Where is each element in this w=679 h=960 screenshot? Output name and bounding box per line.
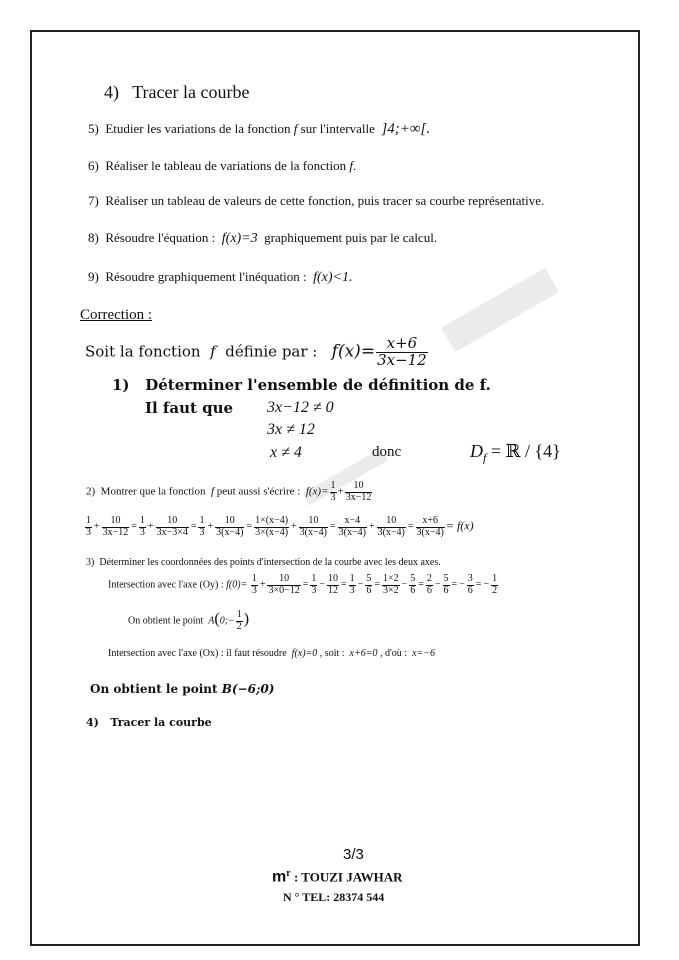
q3-title: 3) Déterminer les coordonnées des points d'intersection de la courbe avec les deux axes. (86, 557, 441, 568)
fraction: $\frac{10}{3\times 0-12}$ (268, 573, 300, 596)
operator: + (207, 521, 214, 533)
q3-point-a: On obtient le point A(0;− $\frac{1}{2}$ ) (128, 609, 250, 632)
item-6: 6) Réaliser le tableau de variations de la fonction f. (88, 158, 357, 173)
operator: + (94, 521, 100, 533)
operator: = (190, 521, 197, 533)
fraction: $\frac{1\times 2}{3\times 2}$ (382, 573, 399, 596)
item-number: 4) (104, 82, 119, 102)
operator: = (407, 521, 414, 533)
operator: − (483, 579, 490, 591)
fraction: $\frac{5}{6}$ (443, 573, 449, 596)
fraction: $\frac{1}{3}$ (349, 573, 355, 596)
q1-donc: donc (372, 444, 402, 460)
operator: = (341, 579, 347, 591)
fraction: $\frac{1}{3}$ (86, 515, 91, 538)
fraction: $\frac{10}{3x-12}$ (102, 515, 129, 538)
author-line: $m^r$ : TOUZI JAWHAR (272, 868, 403, 886)
fraction: $\frac{10}{12}$ (328, 573, 339, 596)
operator: − (459, 579, 465, 591)
fraction: $\frac{1}{3}$ (251, 573, 257, 596)
operator: = (302, 579, 309, 591)
operator: − (434, 579, 441, 591)
q2-title: 2) Montrer que la fonction f peut aussi s'écrire : f(x)= $\frac{1}{3}$ + $\frac{10}{3x-12}$ (86, 480, 372, 503)
fraction: $\frac{2}{6}$ (426, 573, 432, 596)
fraction: $\frac{5}{6}$ (410, 573, 416, 596)
item-7: 7) Réaliser un tableau de valeurs de cette fonction, puis tracer sa courbe représentative. (88, 193, 545, 208)
item-8: 8) Résoudre l'équation : f(x)=3 graphiquement puis par le calcul. (88, 230, 438, 246)
operator: = (475, 579, 482, 591)
operator: − (357, 579, 364, 591)
q2-chain (84, 516, 474, 538)
q1-line2: 3x ≠ 12 (267, 421, 315, 438)
q4-line: 4) Tracer la courbe (86, 716, 212, 729)
operator: = (374, 579, 380, 591)
item-5: 5) Etudier les variations de la fonction f sur l'intervalle ]4;+∞[. (88, 121, 431, 137)
q1-line3: x ≠ 4 (270, 444, 302, 461)
chain-end: = f(x) (445, 518, 474, 533)
page-number: 3/3 (343, 846, 364, 863)
item-text: Tracer la courbe (132, 82, 250, 102)
fraction: $\frac{10}{3(x-4)}$ (216, 515, 244, 538)
item-9: 9) Résoudre graphiquement l'inéquation : f(x)<1. (88, 269, 353, 285)
operator: + (368, 521, 375, 533)
fraction: $\frac{3}{6}$ (467, 573, 473, 596)
fraction: $\frac{1}{3}$ (139, 515, 145, 538)
point-b-line: On obtient le point B(−6;0) (90, 682, 275, 696)
fraction: $\frac{1}{3}$ (311, 573, 317, 596)
operator: = (329, 521, 336, 533)
operator: = (246, 521, 253, 533)
q1-il-faut: Il faut que (145, 399, 234, 417)
operator: = (131, 521, 137, 533)
q1-title: 1) Déterminer l'ensemble de définition de f. (112, 376, 491, 394)
fraction: $\frac{10}{3x-3\times 4}$ (156, 515, 188, 538)
intro-line: Soit la fonction f définie par : f(x)= $\frac{x+6}{3x-12}$ (85, 334, 427, 369)
correction-title: Correction : (80, 307, 153, 323)
q3-ox: Intersection avec l'axe (Ox) : il faut résoudre f(x)=0 , soit : x+6=0 , d'où : x=−6 (108, 648, 435, 659)
fraction: $\frac{10}{3(x-4)}$ (299, 515, 327, 538)
operator: + (147, 521, 154, 533)
fraction: $\frac{5}{6}$ (366, 573, 372, 596)
fraction: $\frac{1}{3}$ (199, 515, 205, 538)
header-item (104, 82, 249, 103)
operator: − (401, 579, 408, 591)
tel-line: N ° TEL: 28374 544 (283, 890, 385, 904)
q3-oy: Intersection avec l'axe (Oy) : f(0)= $\frac{1}{3}$ + $\frac{10}{3\times 0-12}$ = $\frac{1}{3}$ − $\frac{10}{12}$ = $\frac{1}{3}$ − $\frac{5}{6}$ = $\frac{1\times 2}{3\times 2}$ − $\frac{5}{6}$ = $\frac{2}{6}$ − $\frac{5}{6}$ = − $\frac{3}{6}$ = − $\frac{1}{2}$ (108, 573, 498, 596)
fraction: $\frac{1}{2}$ (492, 573, 498, 596)
q1-line1: 3x−12 ≠ 0 (267, 399, 334, 416)
fraction: $\frac{1\times(x-4)}{3\times(x-4)}$ (255, 515, 289, 538)
q1-domain: $D_f$ = ℝ / {4} (470, 441, 561, 465)
operator: = (451, 579, 458, 591)
fraction: $\frac{x+6}{3(x-4)}$ (416, 515, 444, 538)
operator: = (418, 579, 424, 591)
fraction: $\frac{x-4}{3(x-4)}$ (338, 515, 366, 538)
operator: − (319, 579, 326, 591)
fraction: $\frac{10}{3(x-4)}$ (377, 515, 405, 538)
operator: + (259, 579, 266, 591)
operator: + (291, 521, 297, 533)
